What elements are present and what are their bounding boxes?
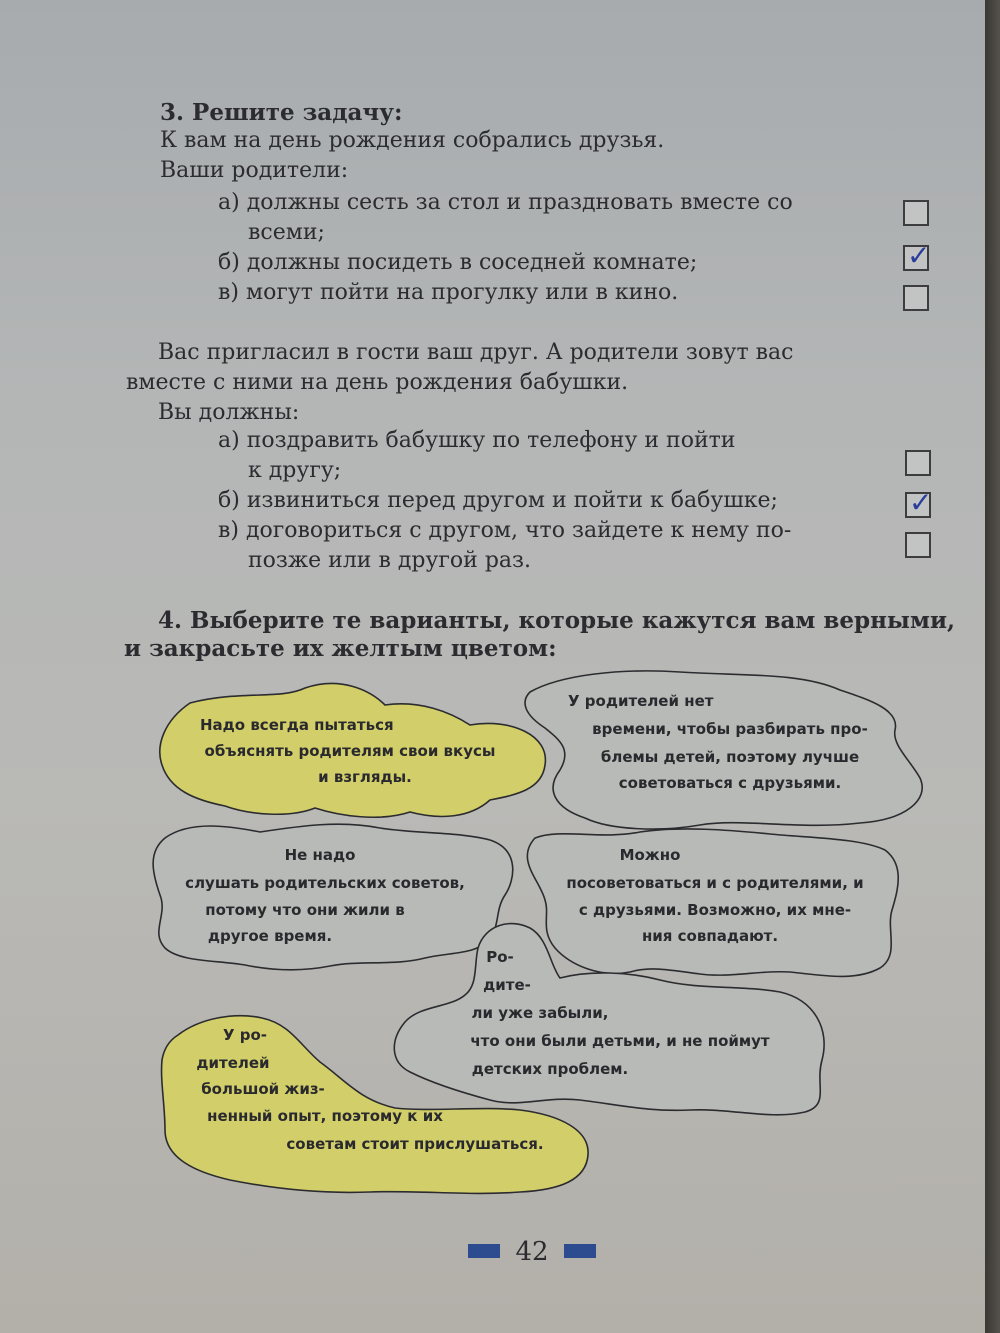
desk-background: [985, 0, 1000, 1333]
scenario1-option-a-cont: всеми;: [248, 220, 325, 245]
cloud-2-line2: времени, чтобы разбирать про-: [592, 720, 868, 738]
checkmark-icon: ✓: [907, 239, 931, 272]
cloud-1-line1: Надо всегда пытаться: [200, 716, 394, 734]
cloud-5-line2: дите-: [483, 976, 531, 994]
scenario2-option-c: в) договориться с другом, что зайдете к нему по-: [218, 518, 792, 543]
scenario2-line1: Вас пригласил в гости ваш друг. А родители зовут вас: [158, 340, 794, 365]
task3-heading: 3. Решите задачу:: [160, 99, 403, 126]
cloud-3-line2: слушать родительских советов,: [185, 874, 465, 892]
scenario2-option-a: а) поздравить бабушку по телефону и пойти: [218, 428, 736, 453]
scenario2-option-a-cont: к другу;: [248, 458, 342, 483]
page-number: 42: [515, 1237, 549, 1267]
cloud-1-line2: объяснять родителям свои вкусы: [204, 742, 496, 760]
cloud-1-line3: и взгляды.: [318, 768, 412, 786]
task4-heading-line2: и закрасьте их желтым цветом:: [124, 635, 557, 662]
cloud-3-line4: другое время.: [207, 927, 333, 945]
cloud-4-line1: Можно: [619, 846, 681, 864]
cloud-6-line5: советам стоит прислушаться.: [286, 1135, 544, 1153]
scenario2-option-b: б) извиниться перед другом и пойти к бабушке;: [218, 488, 778, 513]
scenario2-option-c-cont: позже или в другой раз.: [248, 548, 532, 573]
cloud-4-line2: посоветоваться и с родителями, и: [566, 874, 864, 892]
scenario1-option-c: в) могут пойти на прогулку или в кино.: [218, 280, 679, 305]
cloud-6-line3: большой жиз-: [201, 1080, 325, 1098]
cloud-6-line1: У ро-: [222, 1026, 268, 1044]
cloud-6-line2: дителей: [196, 1054, 270, 1072]
cloud-4-line3: с друзьями. Возможно, их мне-: [578, 901, 852, 919]
cloud-2-line3: блемы детей, поэтому лучше: [600, 748, 860, 766]
cloud-5-line4: что они были детьми, и не поймут: [470, 1032, 770, 1050]
task4-heading-line1: 4. Выберите те варианты, которые кажутся вам верными,: [158, 607, 956, 634]
cloud-3-line1: Не надо: [284, 846, 356, 864]
page-marker-left: [468, 1244, 500, 1258]
cloud-2-line1: У родителей нет: [568, 692, 714, 710]
cloud-6-line4: ненный опыт, поэтому к их: [207, 1107, 443, 1125]
scenario1-line2: Ваши родители:: [160, 158, 349, 183]
cloud-2-line4: советоваться с друзьями.: [618, 774, 842, 792]
cloud-3-line3: потому что они жили в: [205, 901, 405, 919]
scenario1-line1: К вам на день рождения собрались друзья.: [160, 128, 665, 153]
cloud-4-line4: ния совпадают.: [641, 927, 779, 945]
page-marker-right: [564, 1244, 596, 1258]
checkmark-icon: ✓: [909, 486, 933, 519]
cloud-5-line1: Ро-: [486, 948, 514, 966]
cloud-5-line3: ли уже забыли,: [471, 1004, 609, 1022]
scenario2-line2: вместе с ними на день рождения бабушки.: [126, 370, 629, 395]
scenario2-line3: Вы должны:: [158, 400, 300, 425]
cloud-5-line5: детских проблем.: [471, 1060, 629, 1078]
scenario1-option-a: а) должны сесть за стол и праздновать вместе со: [218, 190, 793, 215]
scenario1-option-b: б) должны посидеть в соседней комнате;: [218, 250, 698, 275]
